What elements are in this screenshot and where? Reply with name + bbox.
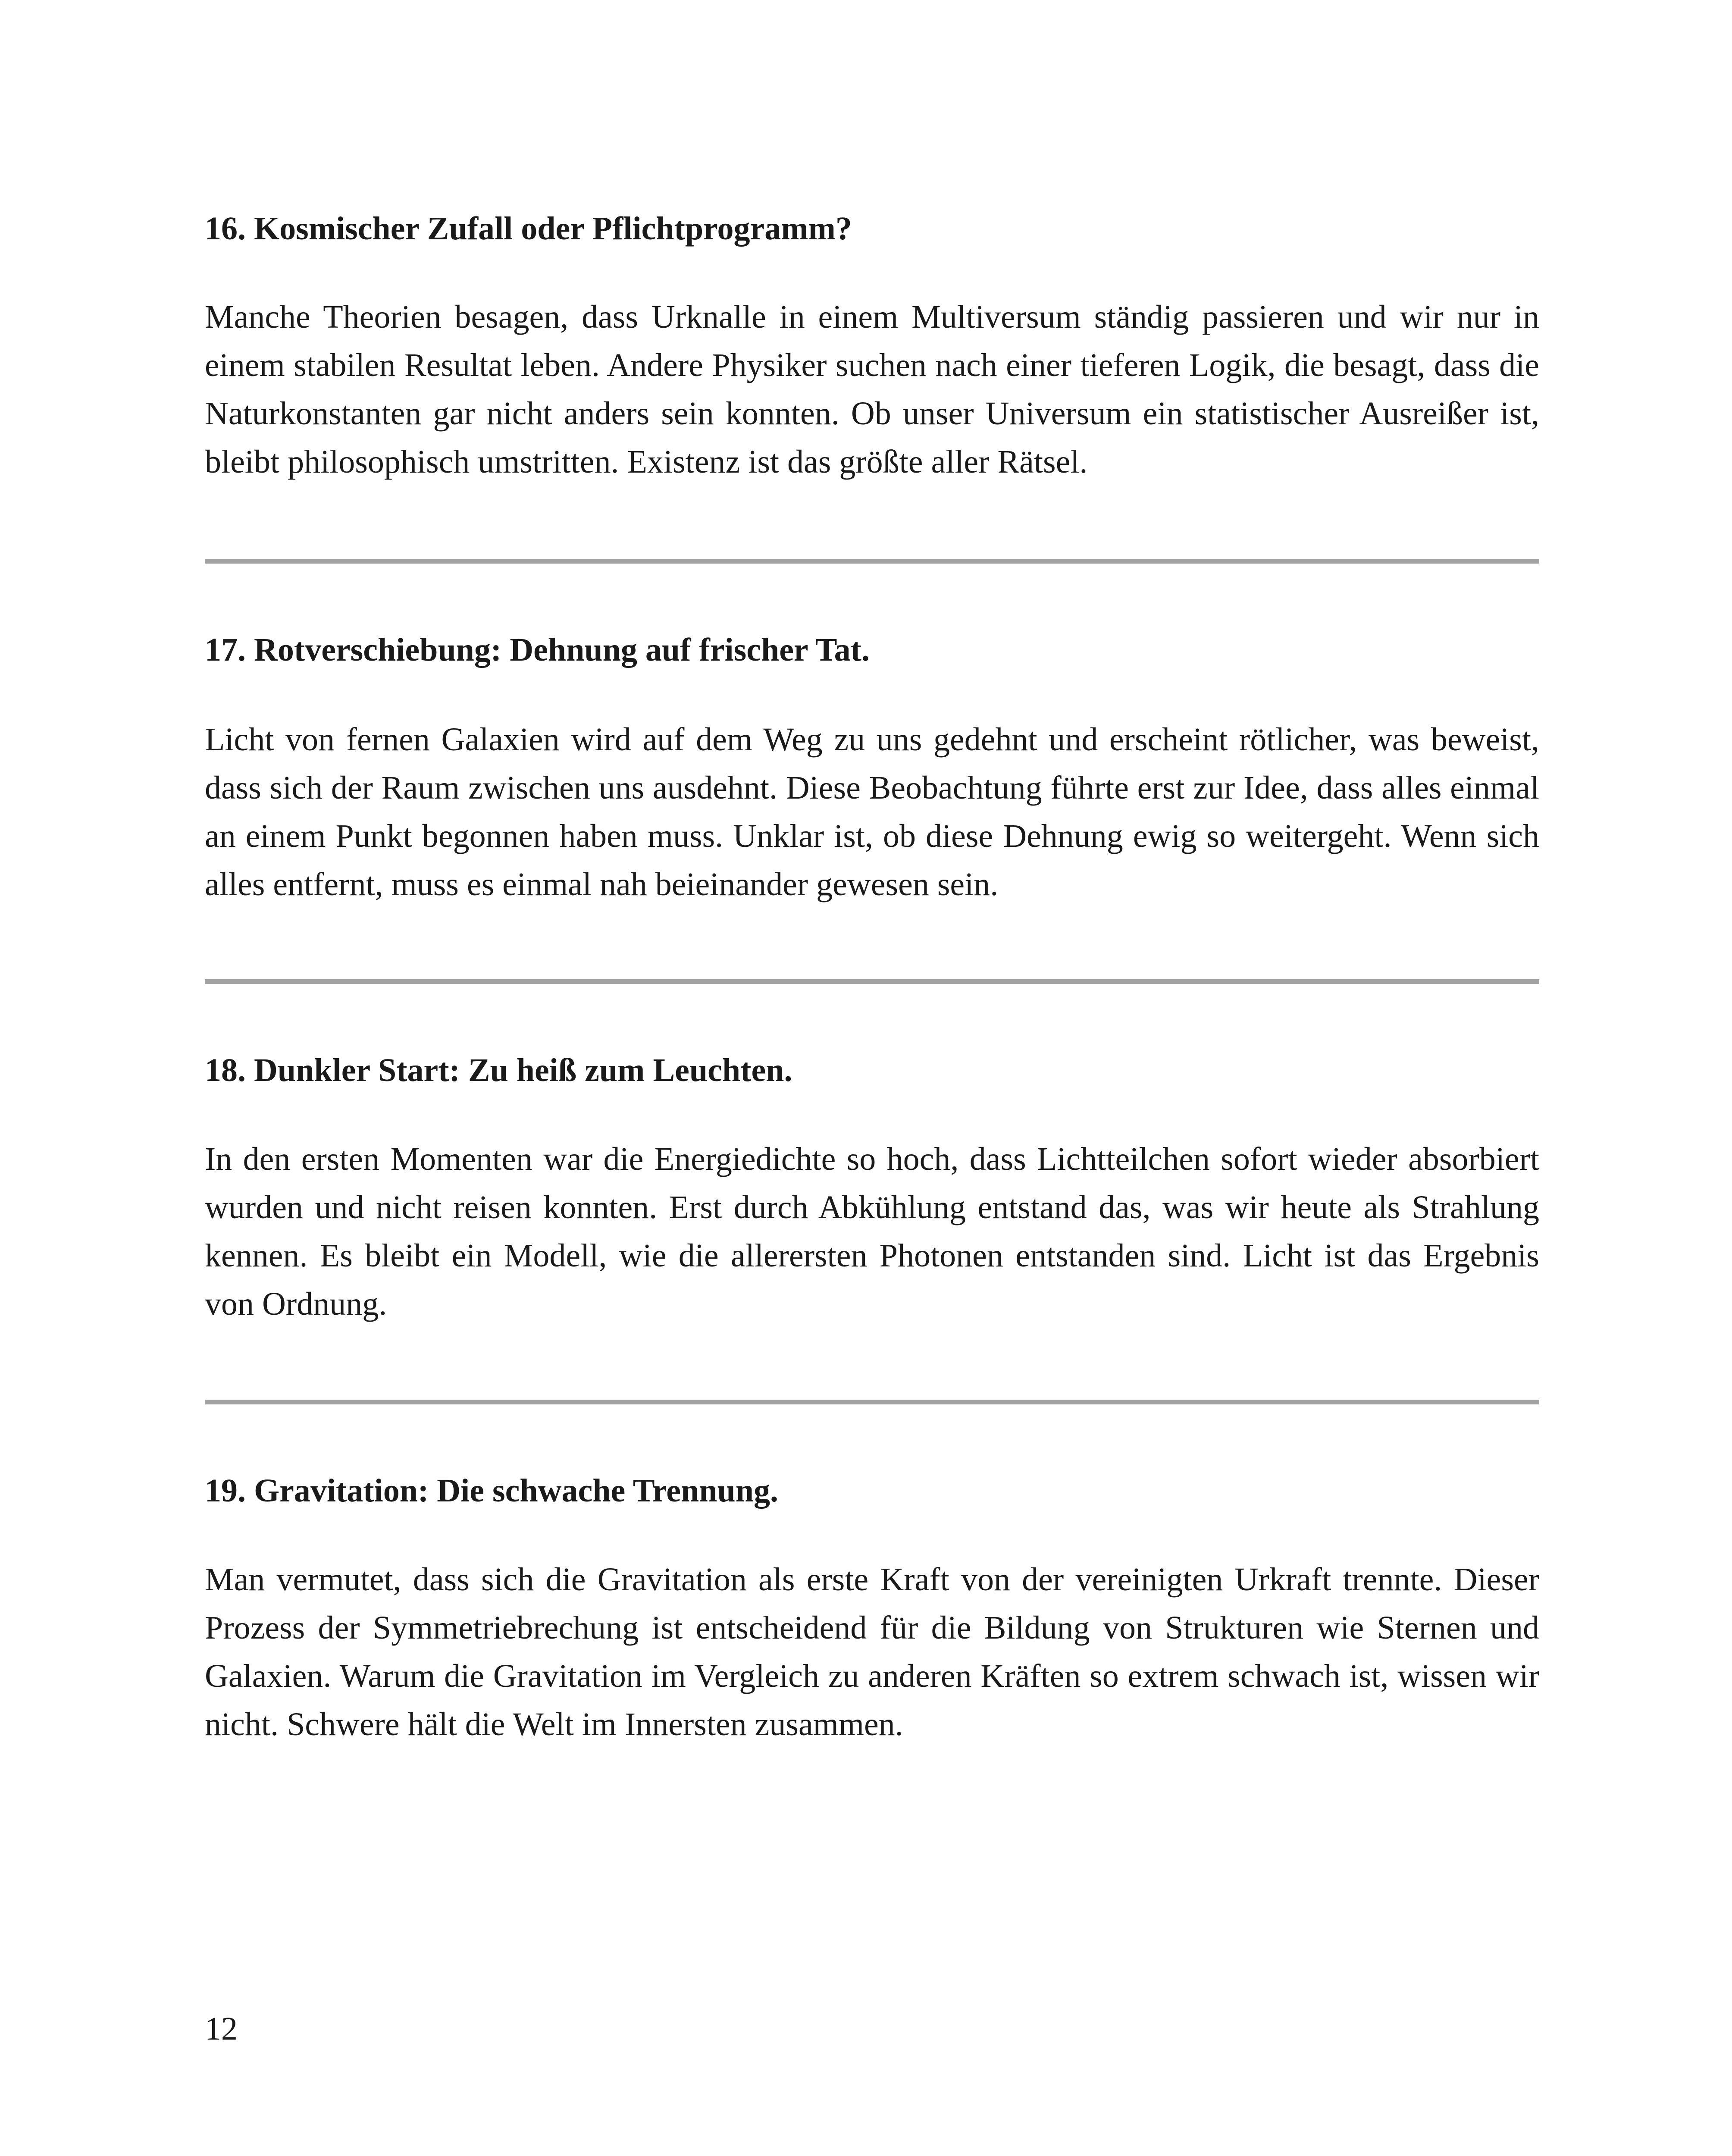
- section-heading: 17. Rotverschiebung: Dehnung auf frischer Tat.: [205, 632, 870, 668]
- section-divider: [205, 979, 1539, 984]
- section-body: Licht von fernen Galaxien wird auf dem Weg zu uns gedehnt und erscheint rötlicher, was beweist, dass sich der Raum zwischen uns ausdehnt. Diese Beobachtung führte erst zur Idee, dass alles einmal an einem Punkt begonnen haben muss. Unklar ist, ob diese Dehnung ewig so weitergeht. Wenn sich alles entfernt, muss es einmal nah beieinander gewesen sein.: [205, 721, 1539, 903]
- section-heading: 16. Kosmischer Zufall oder Pflichtprogramm?: [205, 210, 852, 247]
- section-body: Man vermutet, dass sich die Gravitation als erste Kraft von der vereinigten Urkraft trennte. Dieser Prozess der Symmetriebrechung ist entscheidend für die Bildung von Strukturen wie Sternen und Galaxien. Warum die Gravitation im Vergleich zu anderen Kräften so extrem schwach ist, wissen wir nicht. Schwere hält die Welt im Innersten zusammen.: [205, 1561, 1539, 1742]
- section-body: Manche Theorien besagen, dass Urknalle in einem Multiversum ständig passieren und wir nur in einem stabilen Resultat leben. Andere Physiker suchen nach einer tieferen Logik, die besagt, dass die Naturkonstanten gar nicht anders sein konnten. Ob unser Universum ein statistischer Ausreißer ist, bleibt philosophisch umstritten. Existenz ist das größte aller Rätsel.: [205, 299, 1539, 480]
- section-heading: 18. Dunkler Start: Zu heiß zum Leuchten.: [205, 1052, 792, 1088]
- section-body: In den ersten Momenten war die Energiedichte so hoch, dass Lichtteilchen sofort wieder absorbiert wurden und nicht reisen konnten. Erst durch Abkühlung entstand das, was wir heute als Strahlung kennen. Es bleibt ein Modell, wie die allerersten Photonen entstanden sind. Licht ist das Ergebnis von Ordnung.: [205, 1141, 1539, 1322]
- section-divider: [205, 1400, 1539, 1404]
- section-divider: [205, 559, 1539, 564]
- section-heading: 19. Gravitation: Die schwache Trennung.: [205, 1473, 779, 1509]
- page-number: 12: [205, 2011, 238, 2047]
